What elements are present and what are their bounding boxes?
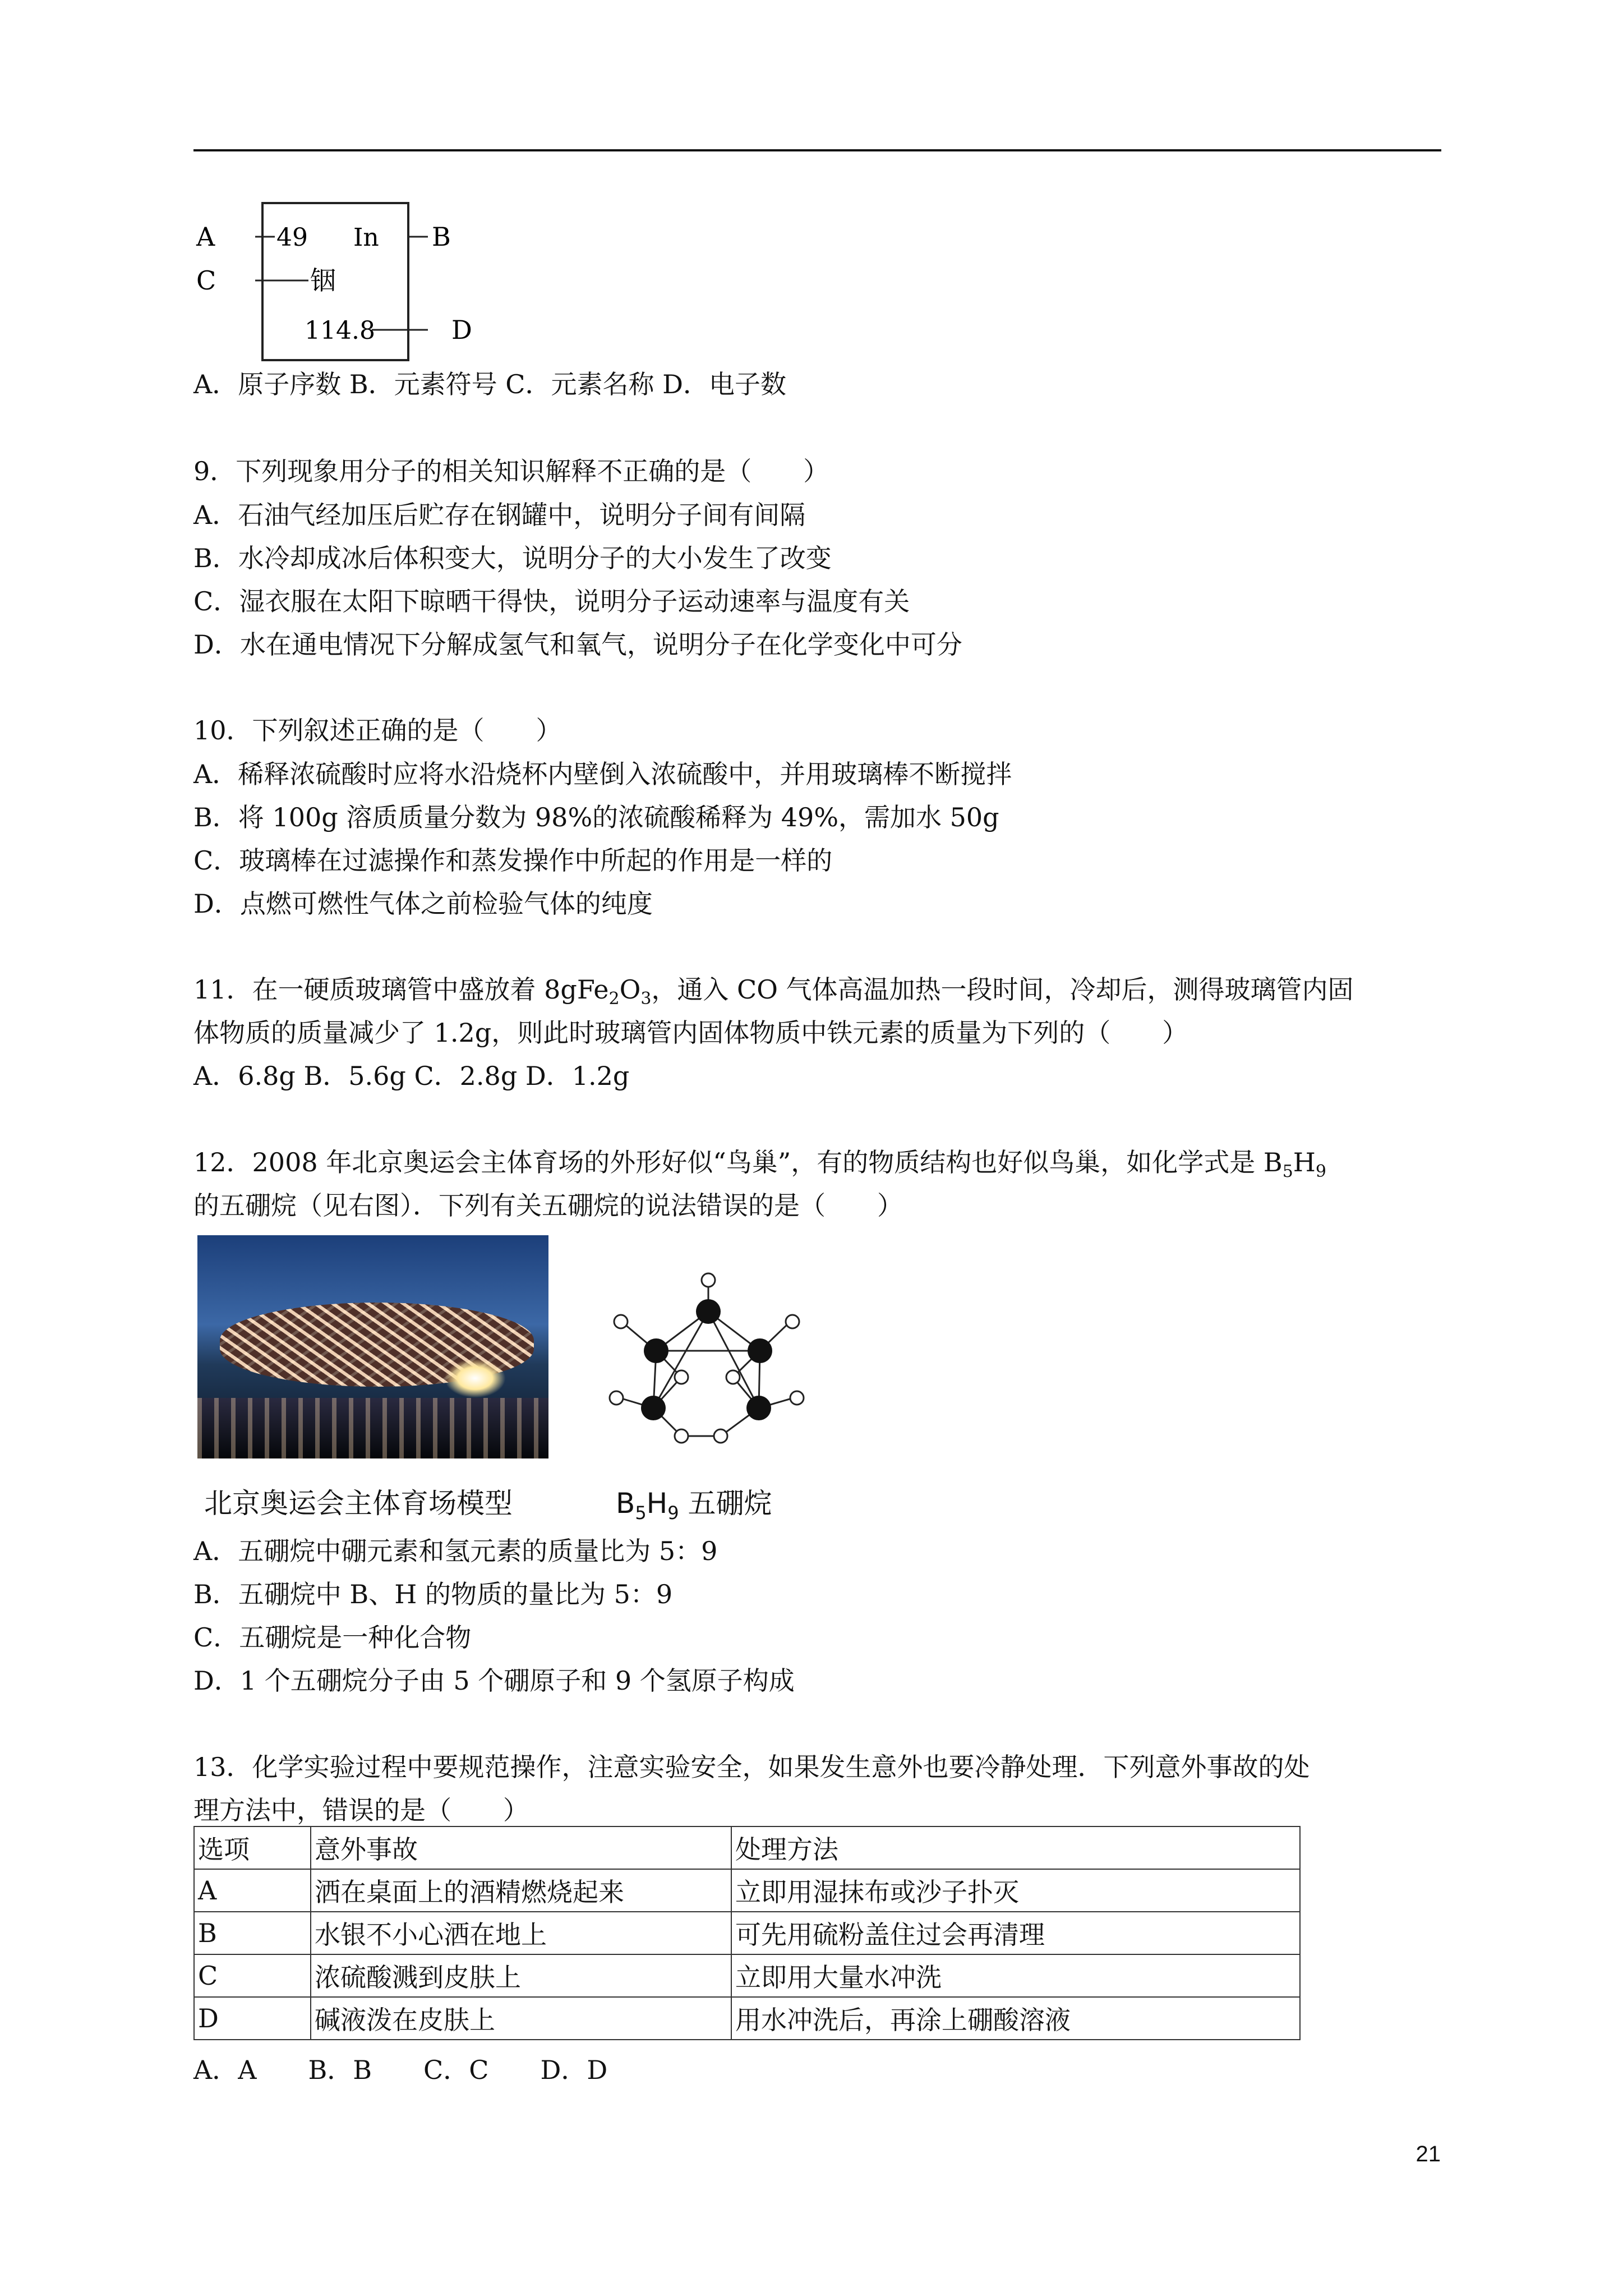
cap-sub-9: 9 [667,1502,679,1524]
q9-stem: 9．下列现象用分子的相关知识解释不正确的是（ ） [193,456,829,486]
table-cell: 浓硫酸溅到皮肤上 [311,1954,731,1997]
q11-stem-line1 [193,973,1354,1016]
q9-option-a: A．石油气经加压后贮存在钢罐中，说明分子间有间隔 [193,500,806,530]
table-row [194,1997,1300,2040]
q11-sub-3: 3 [640,989,652,1009]
cap-sub-5: 5 [635,1502,647,1524]
q12-stem-a: 12．2008 年北京奥运会主体育场的外形好似“鸟巢”，有的物质结构也好似鸟巢，如化学式是 B [193,1147,1283,1177]
q12-sub-9: 9 [1315,1162,1326,1182]
table-cell: B [194,1912,311,1954]
table-row [194,1912,1300,1954]
q10-option-d: D．点燃可燃性气体之前检验气体的纯度 [193,889,653,919]
q12-option-a: A．五硼烷中硼元素和氢元素的质量比为 5：9 [193,1536,718,1566]
table-cell: 可先用硫粉盖住过会再清理 [731,1912,1300,1954]
table-row [194,1954,1300,1997]
q12-stem-line1 [193,1145,1326,1189]
table-cell: D [194,1997,311,2040]
label-a: A [196,222,215,252]
q9-option-d: D．水在通电情况下分解成氢气和氧气，说明分子在化学变化中可分 [193,629,962,660]
q9-option-b: B．水冷却成冰后体积变大，说明分子的大小发生了改变 [193,543,832,573]
pentaborane-structure-diagram [603,1268,805,1453]
element-symbol: In [353,223,379,252]
q12-sub-5: 5 [1282,1162,1293,1182]
q13-stem-line2: 理方法中，错误的是（ ） [193,1795,529,1825]
q10-option-b: B．将 100g 溶质质量分数为 98%的浓硫酸稀释为 49%，需加水 50g [193,802,999,832]
cap-name: 五硼烷 [679,1487,772,1520]
header-rule [193,149,1441,151]
q11-stem-a: 11．在一硬质玻璃管中盛放着 8gFe [193,974,609,1005]
q11-o: O [619,974,641,1005]
table-cell: 洒在桌面上的酒精燃烧起来 [311,1869,731,1912]
q13-stem-line1: 13．化学实验过程中要规范操作，注意实验安全，如果发生意外也要冷静处理．下列意外事故的处 [193,1752,1310,1782]
q10-option-a: A．稀释浓硫酸时应将水沿烧杯内壁倒入浓硫酸中，并用玻璃棒不断搅拌 [193,759,1012,789]
q12-h: H [1293,1147,1316,1177]
element-box-figure [193,196,530,365]
q12-option-d: D．1 个五硼烷分子由 5 个硼原子和 9 个氢原子构成 [193,1665,795,1696]
table-header-row [194,1826,1300,1869]
table-cell: 碱液泼在皮肤上 [311,1997,731,2040]
table-cell: 立即用湿抹布或沙子扑灭 [731,1869,1300,1912]
table-cell: 用水冲洗后，再涂上硼酸溶液 [731,1997,1300,2040]
label-b: B [432,222,451,252]
q10-stem: 10．下列叙述正确的是（ ） [193,715,562,746]
table-row [194,1869,1300,1912]
table-cell: C [194,1954,311,1997]
q11-options: A．6.8g B．5.6g C．2.8g D．1.2g [193,1061,630,1091]
q12-option-c: C．五硼烷是一种化合物 [193,1622,472,1653]
label-c: C [196,265,216,296]
accident-table [193,1826,1301,2040]
table-header-cell: 处理方法 [731,1826,1300,1869]
atomic-mass: 114.8 [305,316,375,345]
table-header-cell: 意外事故 [311,1826,731,1869]
q13-options: A．A B．B C．C D．D [193,2055,608,2085]
cap-b: B [616,1487,635,1520]
table-cell: 水银不小心洒在地上 [311,1912,731,1954]
atomic-number: 49 [276,223,308,252]
label-d: D [451,315,472,345]
q8-options: A．原子序数 B．元素符号 C．元素名称 D．电子数 [193,369,786,399]
birds-nest-stadium-photo [197,1235,548,1458]
table-header-cell: 选项 [194,1826,311,1869]
table-cell: 立即用大量水冲洗 [731,1954,1300,1997]
pentaborane-caption [616,1481,772,1524]
stadium-caption: 北京奥运会主体育场模型 [204,1487,513,1520]
q11-stem-line2: 体物质的质量减少了 1.2g，则此时玻璃管内固体物质中铁元素的质量为下列的（ ） [193,1018,1188,1048]
element-name: 铟 [310,265,336,296]
cap-h: H [646,1487,668,1520]
q11-stem-b: ，通入 CO 气体高温加热一段时间，冷却后，测得玻璃管内固 [651,974,1354,1005]
q12-option-b: B．五硼烷中 B、H 的物质的量比为 5：9 [193,1579,673,1609]
q11-sub-2: 2 [608,989,620,1009]
table-cell: A [194,1869,311,1912]
q12-stem-line2: 的五硼烷（见右图）．下列有关五硼烷的说法错误的是（ ） [193,1190,903,1221]
page-number: 21 [1415,2142,1441,2166]
q9-option-c: C．湿衣服在太阳下晾晒干得快，说明分子运动速率与温度有关 [193,586,910,616]
q10-option-c: C．玻璃棒在过滤操作和蒸发操作中所起的作用是一样的 [193,845,833,876]
